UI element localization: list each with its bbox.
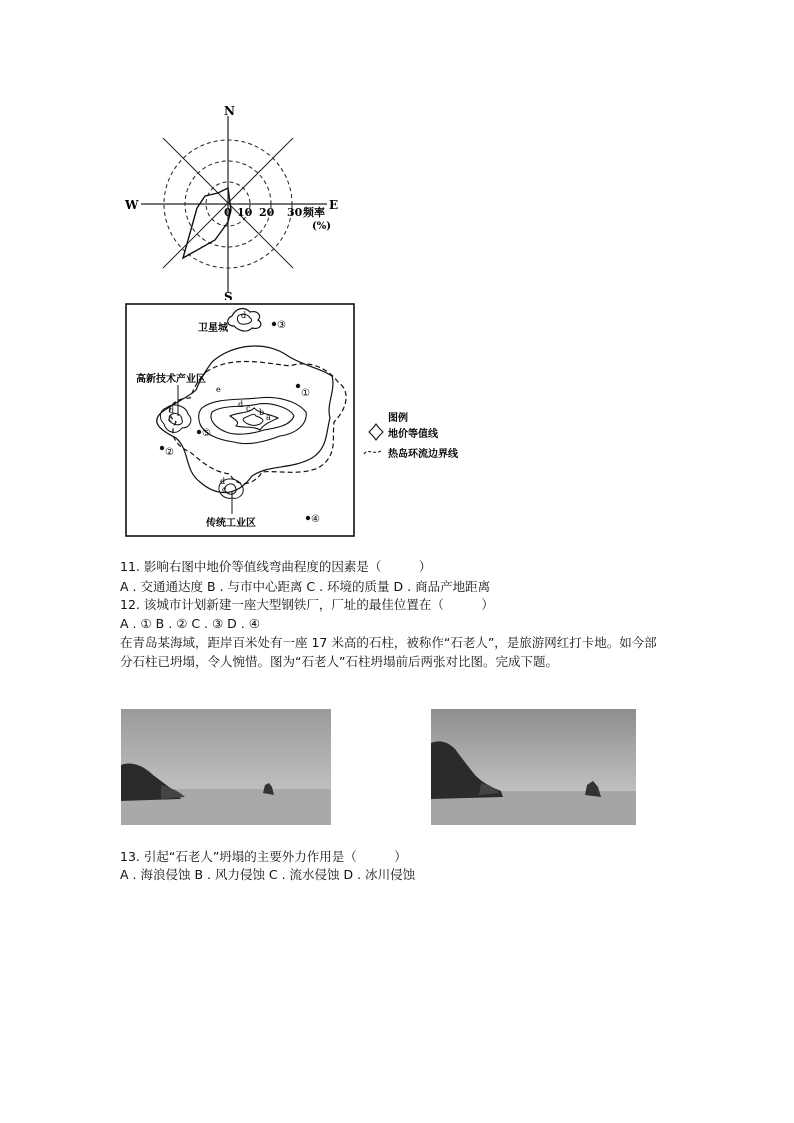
label-d-center: d [238,400,244,409]
q12-options: A . ① B . ② C . ③ D . ④ [120,616,260,631]
label-c-center: c [246,404,251,413]
label-d-sat: d [241,311,247,320]
tick-10: 10 [237,206,253,219]
satellite-city-label: 卫星城 [198,323,228,334]
label-d-hightech: d [169,406,175,415]
legend-price-label: 地价等值线 [388,429,438,440]
label-a-center: a [266,413,271,422]
photo-after-collapse [431,709,636,825]
north-label: N [224,104,235,118]
wind-rose-chart [115,100,355,300]
tick-20: 20 [259,206,275,219]
land-price-icon [369,424,383,440]
photo-before-collapse [121,709,331,825]
legend-heat-label: 热岛环流边界线 [388,449,458,460]
hightech-zone-label: 高新技术产业区 [136,374,206,385]
south-label: S [224,290,233,300]
traditional-zone-label: 传统工业区 [206,518,256,529]
heat-island-icon [364,450,382,454]
marker-5: ⑤ [202,428,211,439]
label-e-center: e [216,385,221,394]
tick-30: 30 [287,206,303,219]
q13-stem: 13. 引起“石老人”坍塌的主要外力作用是（ ） [120,849,407,864]
pct-label: (%) [312,221,331,232]
label-c-trad: c [222,485,227,494]
west-label: W [125,198,139,212]
label-c-hightech: c [168,415,173,424]
marker-2: ② [165,447,174,458]
east-label: E [329,198,339,212]
q12-stem: 12. 该城市计划新建一座大型钢铁厂，厂址的最佳位置在（ ） [120,597,494,612]
marker-3: ③ [277,320,286,331]
label-d-trad: d [220,477,226,486]
freq-label: 频率 [303,206,325,219]
intro-paragraph: 在青岛某海域，距岸百米处有一座 17 米高的石柱，被称作“石老人”，是旅游网红打卡地。如今部分石柱已坍塌，令人惋惜。图为“石老人”石柱坍塌前后两张对比图。完成下题。 [120,635,657,669]
q11-options: A . 交通通达度 B . 与市中心距离 C . 环境的质量 D . 商品产地距离 [120,579,491,594]
marker-1: ① [301,388,310,399]
label-b-center: b [259,408,265,417]
land-price-map [120,300,490,542]
q11-stem: 11. 影响右图中地价等值线弯曲程度的因素是（ ） [120,559,432,574]
tick-0: 0 [224,206,232,219]
q13-options: A . 海浪侵蚀 B . 风力侵蚀 C . 流水侵蚀 D . 冰川侵蚀 [120,867,416,882]
marker-4: ④ [311,514,320,525]
legend-title: 图例 [388,413,408,424]
